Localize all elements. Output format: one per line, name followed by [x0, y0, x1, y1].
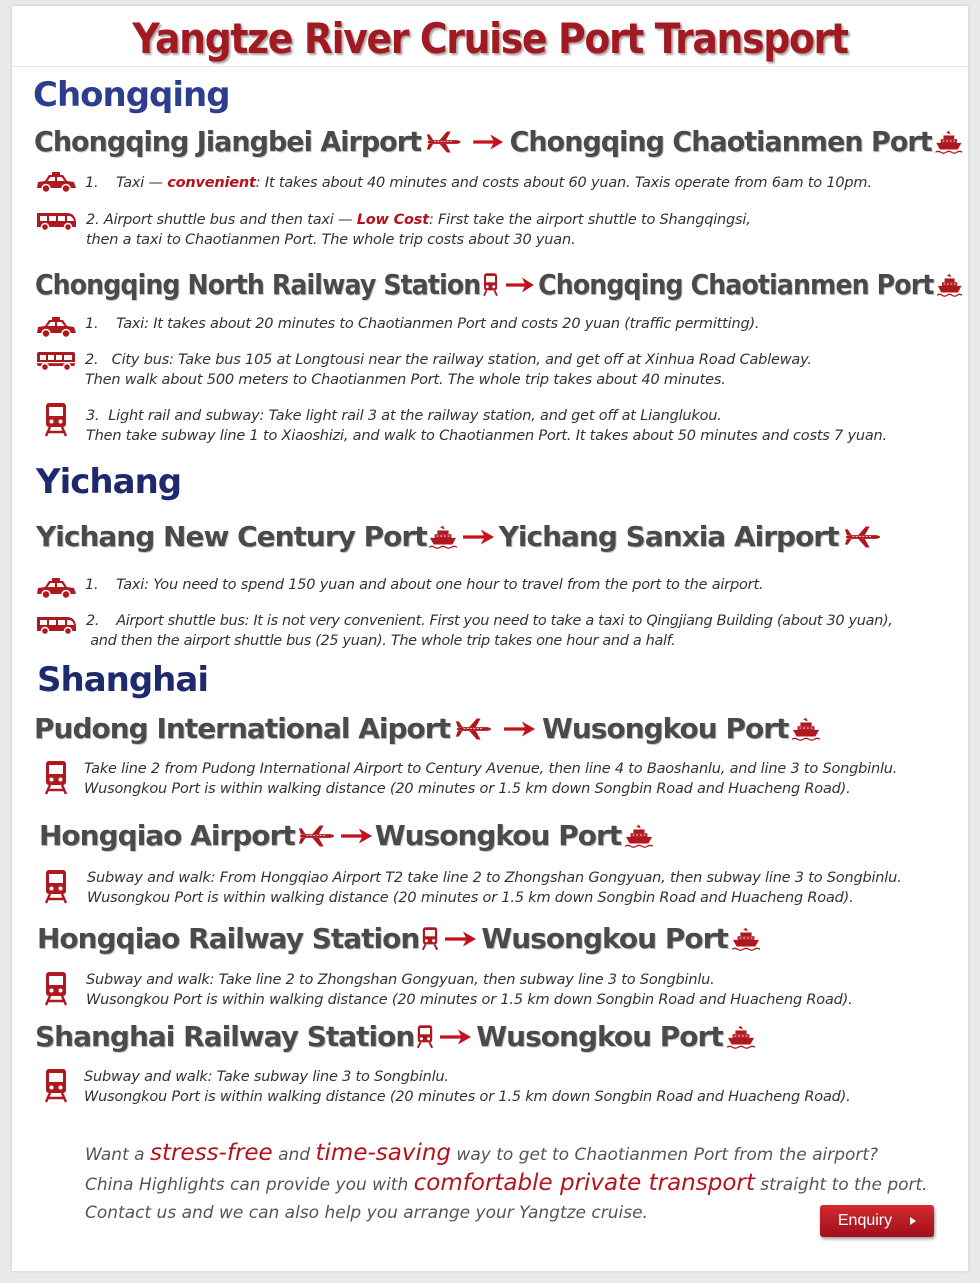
- route-option-text: Subway and walk: From Hongqiao Airport T2 take line 2 to Zhongshan Gongyuan, then subway line 3 to Songbinlu. Wusongkou Port is within walking distance (20 minutes or 1.5 km down Songbin Road and Huacheng Road).: [87, 870, 902, 906]
- subway-icon: [44, 403, 68, 437]
- train-icon: [482, 273, 498, 297]
- enquiry-button[interactable]: [820, 1205, 934, 1237]
- route-origin: Hongqiao Railway Station: [37, 922, 420, 955]
- route-destination: Wusongkou Port: [541, 712, 789, 745]
- route-option-text: 1. Taxi: You need to spend 150 yuan and about one hour to travel from the port to the airport.: [85, 577, 764, 593]
- arrow-right-icon: [445, 930, 477, 948]
- bus-icon: [35, 210, 77, 232]
- route-destination: Wusongkou Port: [476, 1020, 723, 1053]
- route-option-text: Subway and walk: Take subway line 3 to Songbinlu. Wusongkou Port is within walking distance (20 minutes or 1.5 km down Songbin Road and Huacheng Road).: [84, 1069, 851, 1105]
- page-title: Yangtze River Cruise Port Transport: [132, 14, 848, 63]
- ship-icon: [625, 824, 653, 848]
- arrow-right-icon: [341, 827, 373, 845]
- ship-icon: [429, 525, 457, 549]
- route-origin: Hongqiao Airport: [39, 819, 295, 852]
- route-destination: Yichang Sanxia Airport: [498, 520, 839, 553]
- title-divider: [12, 66, 968, 67]
- route-option-text: 1. Taxi: It takes about 20 minutes to Chaotianmen Port and costs 20 yuan (traffic permitting).: [85, 316, 760, 332]
- route-option-text: 2. Airport shuttle bus: It is not very convenient. First you need to take a taxi to Qingjiang Building (about 30 yuan), and then the airport shuttle bus (25 yuan). The whole trip takes one hour and a half.: [86, 613, 893, 649]
- city-bus-icon: [36, 350, 76, 372]
- route-heading-jiangbei-airport-to-chaotianmen: [34, 125, 966, 158]
- promo-text: Want a stress-free and time-saving way to get to Chaotianmen Port from the airport? China Highlights can provide you with comfortable private transport straight to the port. Contact us and we can also help you arrange your Yangtze cruise.: [85, 1140, 928, 1223]
- train-icon: [421, 927, 439, 951]
- route-origin: Shanghai Railway Station: [35, 1020, 415, 1053]
- airplane-icon: [297, 825, 335, 847]
- taxi-icon: [35, 317, 77, 339]
- ship-icon: [732, 927, 760, 951]
- route-destination: Chongqing Chaotianmen Port: [509, 125, 932, 158]
- route-heading-north-railway-to-chaotianmen: [35, 268, 966, 301]
- page: [12, 6, 968, 1271]
- subway-icon: [44, 870, 68, 904]
- route-origin: Chongqing North Railway Station: [35, 268, 481, 301]
- route-heading-hongqiao-airport-to-wusongkou: [39, 819, 657, 852]
- subway-icon: [44, 761, 68, 795]
- route-origin: Chongqing Jiangbei Airport: [34, 125, 422, 158]
- ship-icon: [936, 130, 963, 154]
- subway-icon: [44, 972, 68, 1006]
- taxi-icon: [35, 172, 77, 194]
- route-heading-shanghai-railway-to-wusongkou: [35, 1020, 759, 1053]
- route-option-text: 2. City bus: Take bus 105 at Longtousi near the railway station, and get off at Xinhua Road Cableway. Then walk about 500 meters to Chaotianmen Port. The whole trip takes about 40 minutes.: [85, 352, 812, 388]
- route-option-text: Subway and walk: Take line 2 to Zhongshan Gongyuan, then subway line 3 to Songbinlu. Wusongkou Port is within walking distance (20 minutes or 1.5 km down Songbin Road and Huacheng Road).: [86, 972, 853, 1008]
- route-heading-new-century-port-to-sanxia-airport: [36, 520, 885, 553]
- route-option-text: Take line 2 from Pudong International Airport to Century Avenue, then line 4 to Baoshanlu, and line 3 to Songbinlu. Wusongkou Port is within walking distance (20 minutes or 1.5 km down Songbin Road and Huacheng Road).: [84, 761, 898, 797]
- arrow-right-icon: [440, 1028, 472, 1046]
- route-option-text: 3. Light rail and subway: Take light rail 3 at the railway station, and get off at Lianglukou. Then take subway line 1 to Xiaoshizi, and walk to Chaotianmen Port. It takes about 50 minutes and costs 7 yuan.: [86, 408, 887, 444]
- ship-icon: [727, 1025, 755, 1049]
- subway-icon: [44, 1069, 68, 1103]
- arrow-right-icon: [463, 528, 495, 546]
- airplane-icon: [425, 131, 462, 153]
- route-heading-hongqiao-railway-to-wusongkou: [37, 922, 764, 955]
- city-heading-chongqing: Chongqing: [33, 75, 230, 115]
- arrow-right-icon: [506, 276, 535, 294]
- route-destination: Wusongkou Port: [481, 922, 728, 955]
- train-icon: [416, 1025, 434, 1049]
- route-origin: Yichang New Century Port: [36, 520, 427, 553]
- chevron-right-icon: [910, 1217, 916, 1225]
- route-heading-pudong-airport-to-wusongkou: [34, 712, 824, 745]
- taxi-icon: [35, 578, 77, 600]
- ship-icon: [792, 717, 820, 741]
- route-option-text: 1. Taxi — convenient: It takes about 40 minutes and costs about 60 yuan. Taxis operate from 6am to 10pm.: [85, 175, 872, 191]
- ship-icon: [937, 273, 962, 297]
- city-heading-shanghai: Shanghai: [37, 660, 208, 700]
- bus-icon: [35, 614, 77, 636]
- enquiry-button-label: Enquiry: [837, 1212, 893, 1229]
- airplane-icon: [454, 718, 492, 740]
- arrow-right-icon: [504, 720, 536, 738]
- city-heading-yichang: Yichang: [36, 462, 182, 502]
- arrow-right-icon: [473, 133, 504, 151]
- route-destination: Wusongkou Port: [374, 819, 622, 852]
- route-option-text: 2. Airport shuttle bus and then taxi — Low Cost: First take the airport shuttle to Shangqingsi, then a taxi to Chaotianmen Port. The whole trip costs about 30 yuan.: [86, 212, 751, 248]
- airplane-icon: [843, 526, 881, 548]
- route-destination: Chongqing Chaotianmen Port: [538, 268, 934, 301]
- route-origin: Pudong International Aiport: [34, 712, 450, 745]
